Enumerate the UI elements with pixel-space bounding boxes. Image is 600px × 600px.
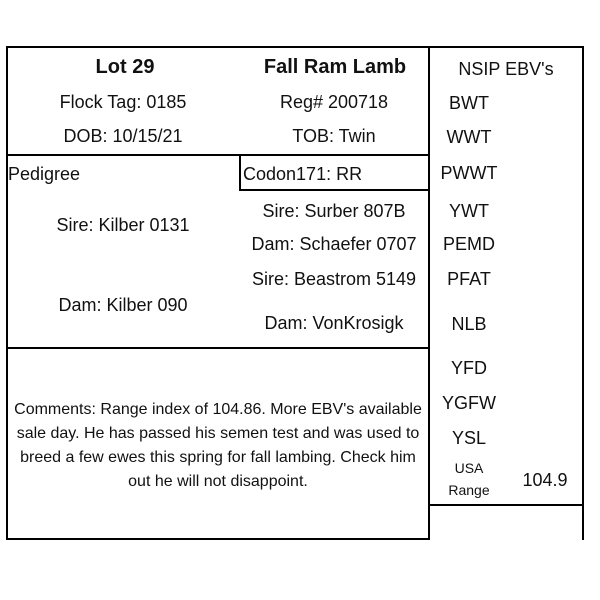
codon-value: Codon171: RR bbox=[243, 164, 363, 184]
sire: Sire: Kilber 0131 bbox=[56, 215, 190, 235]
ebv-title: NSIP EBV's bbox=[458, 59, 554, 79]
ebv-item-pwwt: PWWT bbox=[440, 163, 498, 183]
ebv-bottom-divider bbox=[428, 504, 584, 506]
dam: Dam: Kilber 090 bbox=[58, 295, 188, 315]
ebv-item-pfat: PFAT bbox=[447, 269, 491, 289]
ebv-item-yfd: YFD bbox=[451, 358, 487, 378]
registration-number: Reg# 200718 bbox=[279, 92, 389, 112]
usa-range-label-line1: USA bbox=[454, 460, 484, 476]
ebv-item-bwt: BWT bbox=[449, 93, 489, 113]
pedigree-label: Pedigree bbox=[8, 164, 81, 184]
flock-tag: Flock Tag: 0185 bbox=[59, 92, 187, 112]
ebv-item-ysl: YSL bbox=[451, 428, 487, 448]
frame-top-border bbox=[6, 46, 584, 48]
main-bottom-border bbox=[6, 538, 430, 540]
dam-sire: Sire: Beastrom 5149 bbox=[251, 269, 417, 289]
ebv-item-ywt: YWT bbox=[449, 201, 489, 221]
main-column-divider bbox=[428, 46, 430, 540]
frame-right-border bbox=[582, 46, 584, 540]
dam-dam: Dam: VonKrosigk bbox=[264, 313, 404, 333]
codon-box-bottom bbox=[239, 189, 430, 191]
header-bottom-divider bbox=[6, 154, 430, 156]
ebv-item-pemd: PEMD bbox=[442, 234, 496, 254]
animal-category: Fall Ram Lamb bbox=[263, 56, 407, 78]
comments-text: Comments: Range index of 104.86. More EBV's available sale day. He has passed his semen test and was used to breed a few ewes this spring for fall lambing. Check him out he will not disappoint. bbox=[14, 401, 422, 490]
pedigree-bottom-divider bbox=[6, 347, 430, 349]
ebv-item-wwt: WWT bbox=[446, 127, 492, 147]
sire-sire: Sire: Surber 807B bbox=[262, 201, 406, 221]
type-of-birth: TOB: Twin bbox=[292, 126, 376, 146]
usa-range-value: 104.9 bbox=[522, 470, 568, 490]
lot-number: Lot 29 bbox=[95, 56, 155, 78]
ebv-item-ygfw: YGFW bbox=[442, 393, 496, 413]
usa-range-label-line2: Range bbox=[448, 482, 490, 498]
ebv-item-nlb: NLB bbox=[451, 314, 487, 334]
sire-dam: Dam: Schaefer 0707 bbox=[251, 234, 417, 254]
codon-box-left bbox=[239, 154, 241, 190]
date-of-birth: DOB: 10/15/21 bbox=[63, 126, 183, 146]
